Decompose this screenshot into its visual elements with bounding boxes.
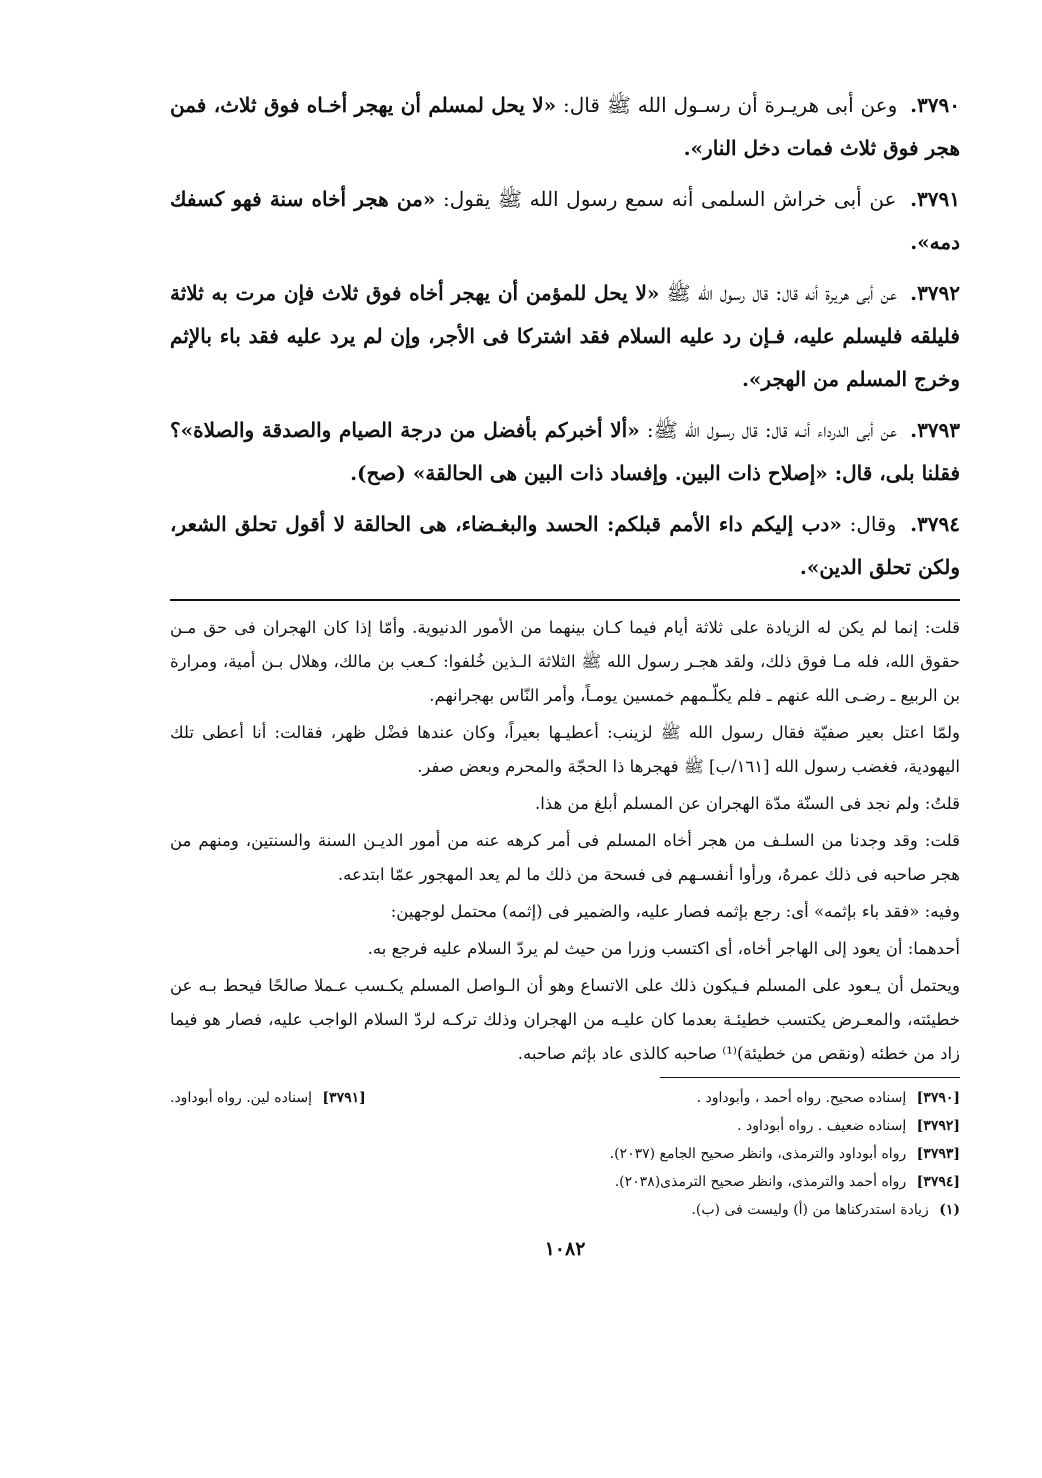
hadith-intro: عن أبى الدرداء أنـه قال: قال رسـول الله ﷺ: bbox=[646, 418, 897, 442]
hadith-intro: عن أبى هريرة أنه قال: قال رسول الله ﷺ bbox=[666, 281, 897, 305]
hadith-3792 bbox=[170, 272, 960, 401]
commentary-paragraph: ويحتمل أن يـعود على المسلم فـيكون ذلك على الاتساع وهو أن الـواصل المسلم يكـسب عـملا صالحًا فيحط بـه عن خطيئته، والمعـرض يكتسب خطيئـة بعدما كان عليـه من الهجران وذلك تركـه لردّ السلام الواجب عليه، فصار هو فيما زاد من خطئه (ونقص من خطيئة)⁽¹⁾ صاحبه كالذى عاد بإثم صاحبه. bbox=[170, 976, 960, 1063]
commentary-paragraph: قلتُ: ولم نجد فى السنّة مدّة الهجران عن المسلم أبلغ من هذا. bbox=[534, 794, 960, 813]
footnote-3794 bbox=[170, 1168, 960, 1196]
commentary-paragraph: أحدهما: أن يعود إلى الهاجر أخاه، أى اكتسب وزرا من حيث لم يردّ السلام عليه فرجع به. bbox=[367, 939, 960, 958]
commentary-paragraph: وفيه: «فقد باء بإثمه» أى: رجع بإثمه فصار عليه، والضمير فى (إثمه) محتمل لوجهين: bbox=[390, 902, 960, 921]
footnote-text: زيادة استدركناها من (أ) وليست فى (ب). bbox=[691, 1202, 929, 1218]
footnote-3793 bbox=[170, 1140, 960, 1168]
hadith-text: «ألا أخبركم بأفضل من درجة الصيام والصدقة والصلاة»؟ فقلنا بلى، قال: «إصلاح ذات البين. وإفساد ذات البين هى الحالقة» (صح). bbox=[170, 418, 960, 485]
footnote-number: [٣٧٩٣] bbox=[916, 1146, 960, 1162]
footnote-text: إسناده ضعيف . رواه أبوداود . bbox=[737, 1118, 907, 1134]
footnote-number: [٣٧٩٤] bbox=[916, 1174, 960, 1190]
section-divider bbox=[170, 599, 960, 601]
hadith-text: «لا يحل لمسلم أن يهجر أخـاه فوق ثلاث، فمن هجر فوق ثلاث فمات دخل النار». bbox=[170, 93, 960, 160]
hadith-3790 bbox=[170, 84, 960, 170]
footnote-text: إسناده صحيح. رواه أحمد ، وأبوداود . bbox=[696, 1090, 907, 1106]
hadith-3793 bbox=[170, 409, 960, 495]
footnote-3792 bbox=[170, 1112, 960, 1140]
hadith-intro: وعن أبى هريـرة أن رسـول الله ﷺ قال: bbox=[562, 93, 898, 117]
hadith-number: ٣٧٩١. bbox=[910, 187, 961, 211]
hadith-number: ٣٧٩٤. bbox=[910, 512, 961, 536]
footnote-number: [٣٧٩١] bbox=[322, 1090, 366, 1106]
footnote-divider bbox=[660, 1077, 960, 1078]
footnote-1 bbox=[170, 1196, 960, 1224]
page-content bbox=[170, 84, 960, 1260]
commentary-paragraph: ولمّا اعتل بعير صفيّة فقال رسول الله ﷺ لزينب: أعطيـها بعيراً، وكان عندها فضْل ظهر، فقالت: أنا أعطى تلك اليهودية، فغضب رسول الله [١٦١/ب] ﷺ فهجرها ذا الحجّة والمحرم وبعض صفر. bbox=[170, 723, 960, 776]
footnote-3791 bbox=[170, 1084, 366, 1112]
footnote-text: رواه أحمد والترمذى، وانظر صحيح الترمذى(٢٠٣٨). bbox=[614, 1174, 907, 1190]
footnote-row bbox=[170, 1084, 960, 1112]
hadith-text: «لا يحل للمؤمن أن يهجر أخاه فوق ثلاث فإن مرت به ثلاثة فليلقه فليسلم عليه، فـإن رد عليه السلام فقد اشتركا فى الأجر، وإن لم يرد عليه فقد باء بالإثم وخرج المسلم من الهجر». bbox=[170, 281, 960, 391]
hadith-number: ٣٧٩٢. bbox=[910, 281, 961, 305]
footnote-text: إسناده لين. رواه أبوداود. bbox=[170, 1090, 312, 1106]
hadith-text: «من هجر أخاه سنة فهو كسفك دمه». bbox=[170, 187, 960, 254]
commentary-paragraph: قلت: إنما لم يكن له الزيادة على ثلاثة أيام فيما كـان بينهما من الأمور الدنيوية. وأمّا إذا كان الهجران فى حق مـن حقوق الله، فله مـا فوق ذلك، ولقد هجـر رسول الله ﷺ الثلاثة الـذين خُلفوا: كـعب بن مالك، وهلال بـن أمية، ومرارة بن الربيع ـ رضـى الله عنهم ـ فلم يكلّـمهم خمسين يومـاً، وأمر النّاس بهجرانهم. bbox=[170, 618, 960, 705]
hadith-number: ٣٧٩٣. bbox=[910, 418, 961, 442]
footnote-number: [٣٧٩٢] bbox=[916, 1118, 960, 1134]
commentary-paragraph: قلت: وقد وجدنا من السلـف من هجر أخاه المسلم فى أمر كرهه عنه من أمور الديـن السنة والسنتين، ومنهم من هجر صاحبه فى ذلك عمرهُ، ورأوا أنفسـهم فى فسحة من ذلك ما لم يعد المهجور عمّا ابتدعه. bbox=[170, 831, 961, 884]
hadith-number: ٣٧٩٠. bbox=[910, 93, 961, 117]
footnote-number: (١) bbox=[939, 1202, 960, 1218]
hadith-3794 bbox=[170, 503, 960, 589]
hadith-3791 bbox=[170, 178, 960, 264]
page-number: ١٠٨٢ bbox=[544, 1238, 586, 1260]
hadith-text: «دب إليكم داء الأمم قبلكم: الحسد والبغـضاء، هى الحالقة لا أقول تحلق الشعر، ولكن تحلق الدين». bbox=[170, 512, 960, 579]
footnote-number: [٣٧٩٠] bbox=[916, 1090, 960, 1106]
hadith-intro: وقال: bbox=[849, 512, 897, 536]
hadith-intro: عن أبى خراش السلمى أنه سمع رسول الله ﷺ يقول: bbox=[442, 187, 897, 211]
footnote-3790 bbox=[697, 1084, 960, 1112]
footnote-text: رواه أبوداود والترمذى، وانظر صحيح الجامع (٢٠٣٧). bbox=[609, 1146, 907, 1162]
